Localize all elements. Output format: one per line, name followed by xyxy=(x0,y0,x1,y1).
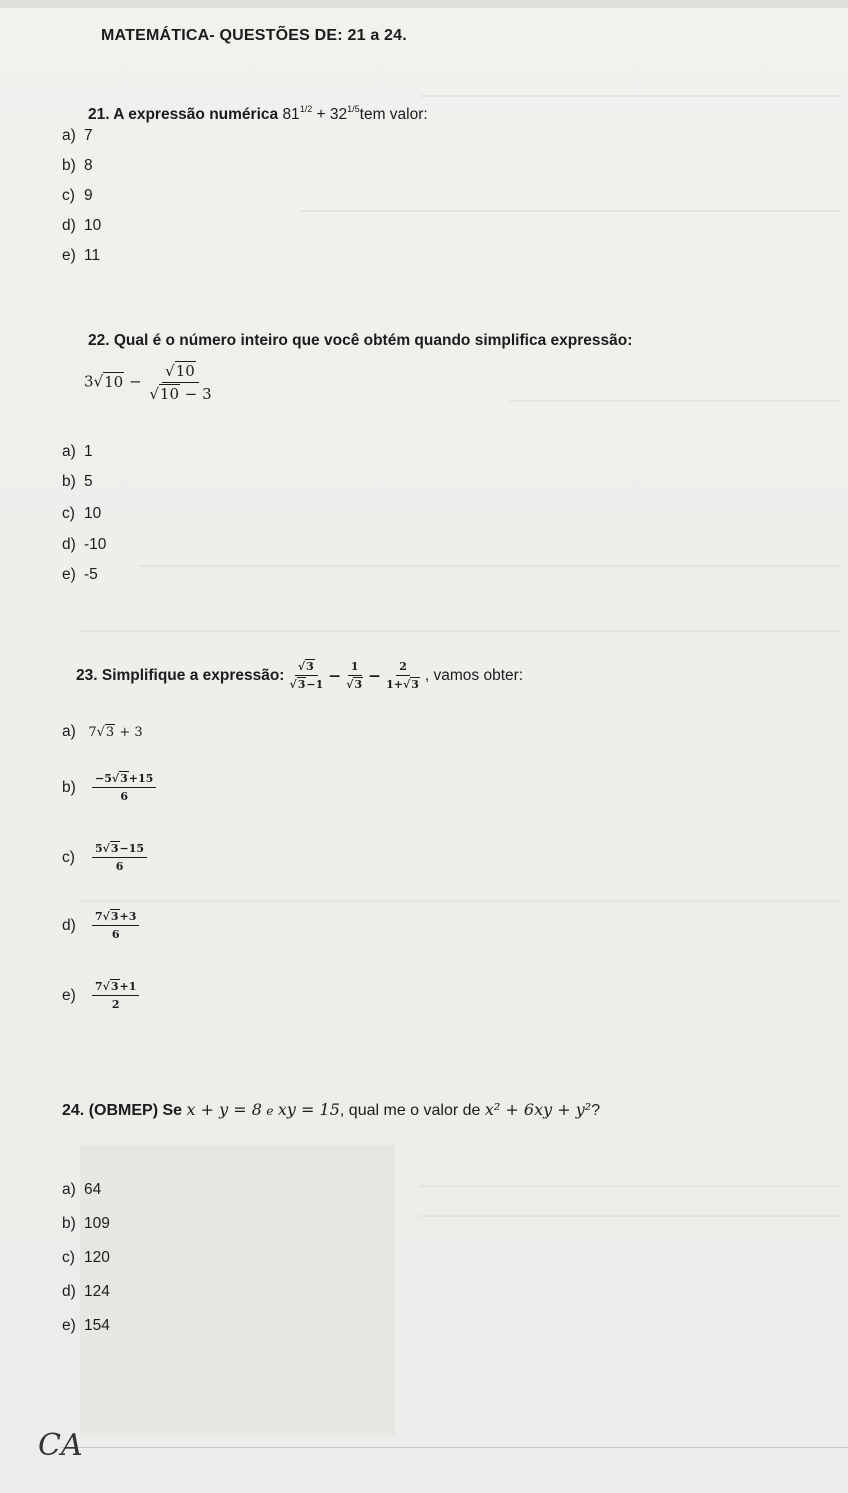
option-value: 7 xyxy=(84,127,93,144)
option-23a[interactable]: a) 7√3 + 3 xyxy=(62,723,143,740)
radicand: 3 xyxy=(110,910,119,923)
option-22e[interactable]: e) -5 xyxy=(62,566,98,583)
option-21c[interactable]: c) 9 xyxy=(62,187,93,204)
denominator: 2 xyxy=(111,998,120,1011)
question-mark: ? xyxy=(591,1102,601,1119)
option-value: 5 xyxy=(84,473,93,490)
den-head: 1+ xyxy=(386,678,404,691)
option-value: 10 xyxy=(84,217,102,234)
base-81: 81 xyxy=(282,106,300,123)
bleed-line xyxy=(420,1215,840,1217)
bleed-line xyxy=(140,565,840,567)
option-value: 154 xyxy=(84,1317,110,1334)
conjunction: e xyxy=(266,1104,274,1118)
option-24a[interactable]: a) 64 xyxy=(62,1181,102,1198)
option-22d[interactable]: d) -10 xyxy=(62,536,107,553)
num-head: −5 xyxy=(95,772,112,785)
option-value: 9 xyxy=(84,187,93,204)
radicand: 3 xyxy=(105,725,115,740)
minus-sign: − xyxy=(328,666,342,685)
num-tail: +3 xyxy=(119,910,137,923)
option-value: 120 xyxy=(84,1249,110,1266)
radicand: 3 xyxy=(120,772,128,785)
option-value: $\frac{7√3+1}{2}$ xyxy=(92,980,139,1011)
option-21d[interactable]: d) 10 xyxy=(62,217,102,234)
question-24-prefix: 24. (OBMEP) Se xyxy=(62,1102,183,1119)
school-logo-icon: CA xyxy=(38,1428,83,1463)
bleed-line xyxy=(420,95,840,97)
coef: 7 xyxy=(88,725,97,740)
top-edge xyxy=(0,0,848,8)
option-value: 1 xyxy=(84,443,93,460)
option-value: $\frac{5√3-15}{6}$ xyxy=(92,842,147,873)
denominator-tail: − 3 xyxy=(184,385,212,403)
page-title: MATEMÁTICA- QUESTÕES DE: 21 a 24. xyxy=(101,27,407,44)
footer-divider xyxy=(60,1447,848,1448)
plus-sign: + xyxy=(316,106,326,123)
option-23d[interactable]: d) $\frac{7√3+3}{6}$ xyxy=(62,910,139,941)
denominator: 6 xyxy=(115,860,124,873)
bleed-line xyxy=(80,900,840,902)
numerator-radicand: 10 xyxy=(175,362,195,380)
radicand: 3 xyxy=(354,678,363,691)
num-tail: +1 xyxy=(119,980,137,993)
option-23b[interactable]: b) $\frac{-5√3+15}{6}$ xyxy=(62,772,156,803)
denominator: 6 xyxy=(120,790,128,803)
question-24-middle: , qual me o valor de xyxy=(339,1102,481,1119)
condition-product: xy = 15 xyxy=(277,1100,340,1119)
numerator: 2 xyxy=(396,660,410,676)
condition-sum: x + y = 8 xyxy=(186,1100,262,1119)
option-value: 64 xyxy=(84,1181,102,1198)
option-22a[interactable]: a) 1 xyxy=(62,443,93,460)
option-value: 8 xyxy=(84,157,93,174)
option-24e[interactable]: e) 154 xyxy=(62,1317,110,1334)
option-22b[interactable]: b) 5 xyxy=(62,473,93,490)
option-value: -10 xyxy=(84,536,107,553)
numerator: 1 xyxy=(348,660,362,676)
bleed-line xyxy=(510,400,840,402)
radicand: 3 xyxy=(110,842,119,855)
radicand: 3 xyxy=(411,678,419,691)
den-tail: −1 xyxy=(306,678,324,691)
bleed-line xyxy=(420,1185,840,1187)
question-23-suffix: , vamos obter: xyxy=(424,666,524,684)
fraction-2: $\frac{1}{√3}$ xyxy=(346,660,363,691)
num-head: 7 xyxy=(95,980,103,993)
question-22-expression: 3√10 − $\frac{√10}{√10 - 3}$ xyxy=(84,362,215,403)
question-23-prefix: 23. Simplifique a expressão: xyxy=(76,666,285,684)
fraction-1: $\frac{√3}{√3-1}$ xyxy=(289,660,324,691)
question-23 xyxy=(76,660,523,691)
fraction-3: $\frac{2}{1+√3}$ xyxy=(386,660,419,691)
option-value: 109 xyxy=(84,1215,110,1232)
question-22: 22. Qual é o número inteiro que você obtém quando simplifica expressão: xyxy=(88,332,633,349)
denominator: 6 xyxy=(111,928,120,941)
minus-sign: − xyxy=(128,372,142,391)
num-tail: −15 xyxy=(119,842,145,855)
option-23e[interactable]: e) $\frac{7√3+1}{2}$ xyxy=(62,980,139,1011)
option-value: 124 xyxy=(84,1283,110,1300)
num-head: 5 xyxy=(95,842,103,855)
denominator-radicand: 10 xyxy=(159,385,179,403)
option-value: $\frac{-5√3+15}{6}$ xyxy=(92,772,156,803)
option-24d[interactable]: d) 124 xyxy=(62,1283,110,1300)
radicand: 3 xyxy=(306,660,314,673)
question-24 xyxy=(62,1100,600,1120)
exponent-fifth: 1/5 xyxy=(347,104,360,114)
num-head: 7 xyxy=(95,910,103,923)
option-value: 11 xyxy=(84,247,101,264)
bleed-line xyxy=(300,210,840,212)
option-21a[interactable]: a) 7 xyxy=(62,127,93,144)
option-24c[interactable]: c) 120 xyxy=(62,1249,110,1266)
question-21 xyxy=(88,104,428,124)
exponent-half: 1/2 xyxy=(299,104,313,114)
option-21b[interactable]: b) 8 xyxy=(62,157,93,174)
option-value: 10 xyxy=(84,505,102,522)
bleed-line xyxy=(80,630,840,632)
option-21e[interactable]: e) 11 xyxy=(62,247,101,264)
tail: + 3 xyxy=(119,725,143,740)
radicand: 3 xyxy=(297,678,306,691)
option-value: -5 xyxy=(84,566,98,583)
num-tail: +15 xyxy=(128,772,154,785)
target-expression: x² + 6xy + y² xyxy=(484,1100,592,1119)
coefficient: 3 xyxy=(84,372,94,391)
fraction: $\frac{√10}{√10 - 3}$ xyxy=(149,362,212,403)
option-22c[interactable]: c) 10 xyxy=(62,505,102,522)
minus-sign: − xyxy=(368,666,382,685)
shaded-area xyxy=(80,1145,395,1435)
question-21-prefix: 21. A expressão numérica xyxy=(88,106,279,123)
base-32: 32 xyxy=(329,106,348,123)
option-23c[interactable]: c) $\frac{5√3-15}{6}$ xyxy=(62,842,147,873)
option-value: $\frac{7√3+3}{6}$ xyxy=(92,910,139,941)
option-value: 7√3 + 3 xyxy=(88,725,143,740)
radicand: 3 xyxy=(110,980,119,993)
question-21-suffix: tem valor: xyxy=(359,106,428,123)
option-24b[interactable]: b) 109 xyxy=(62,1215,110,1232)
radicand: 10 xyxy=(104,372,124,391)
